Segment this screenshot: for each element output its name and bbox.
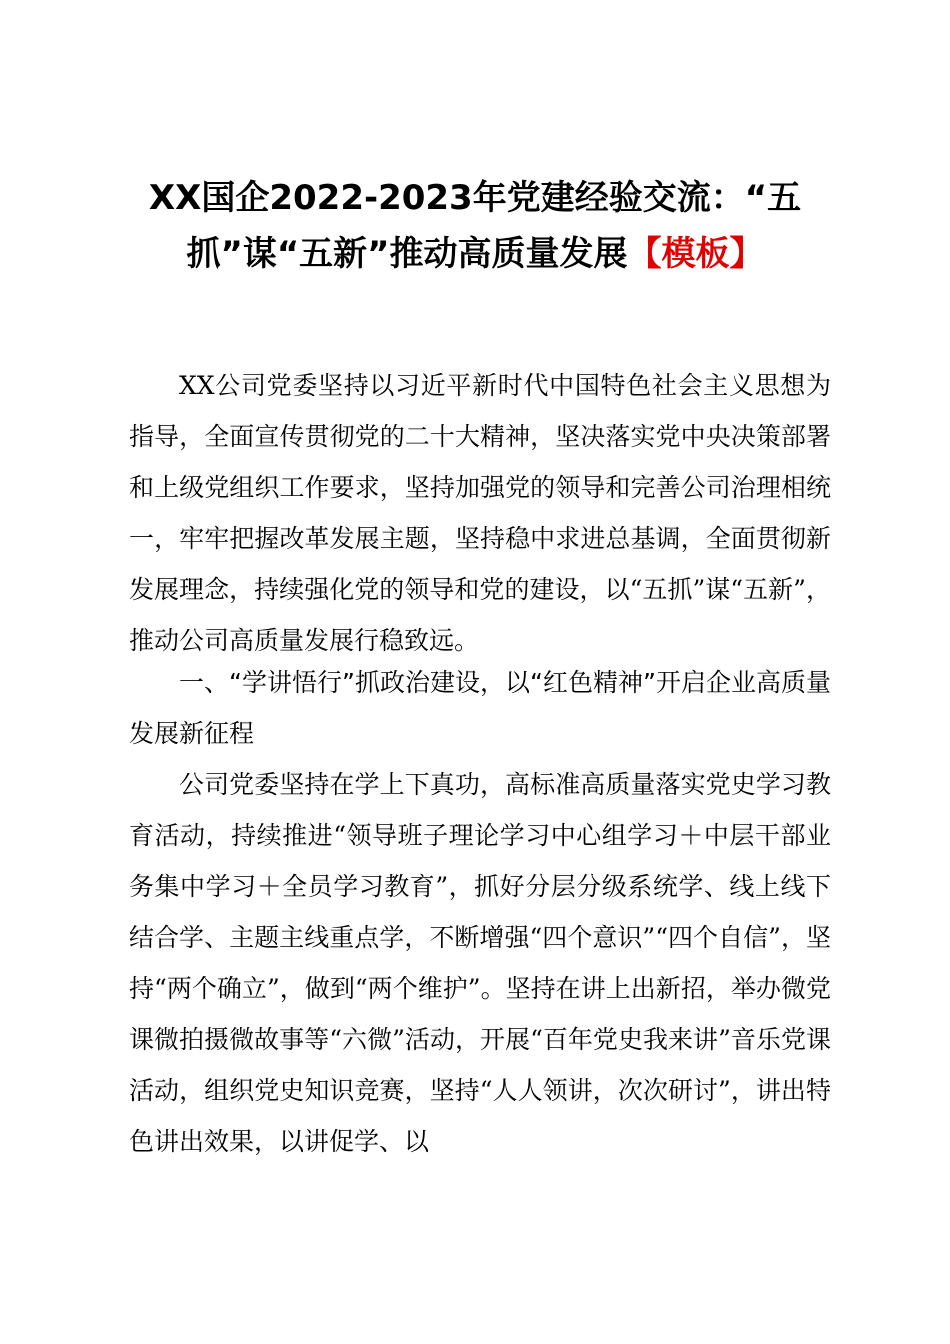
title-tag: 【模板】 bbox=[627, 234, 764, 274]
document-title bbox=[120, 170, 830, 282]
intro-paragraph: XX公司党委坚持以习近平新时代中国特色社会主义思想为指导，全面宣传贯彻党的二十大精神，坚决落实党中央决策部署和上级党组织工作要求，坚持加强党的领导和完善公司治理相统一，牢牢把握改革发展主题，坚持稳中求进总基调，全面贯彻新发展理念，持续强化党的领导和党的建设，以“五抓”谋“五新”，推动公司高质量发展行稳致远。 bbox=[129, 371, 831, 655]
title-main: XX国企2022-2023年党建经验交流：“五抓”谋“五新”推动高质量发展 bbox=[148, 178, 802, 274]
section-heading-1: 一、“学讲悟行”抓政治建设，以“红色精神”开启企业高质量发展新征程 bbox=[129, 668, 831, 748]
section-1-paragraph: 公司党委坚持在学上下真功，高标准高质量落实党史学习教育活动，持续推进“领导班子理论学习中心组学习＋中层干部业务集中学习＋全员学习教育”，抓好分层分级系统学、线上线下结合学、主题主线重点学，不断增强“四个意识”“四个自信”，坚持“两个确立”，做到“两个维护”。坚持在讲上出新招，举办微党课微拍摄微故事等“六微”活动，开展“百年党史我来讲”音乐党课活动，组织党史知识竞赛，坚持“人人领讲，次次研讨”，讲出特色讲出效果，以讲促学、以 bbox=[129, 770, 831, 1156]
